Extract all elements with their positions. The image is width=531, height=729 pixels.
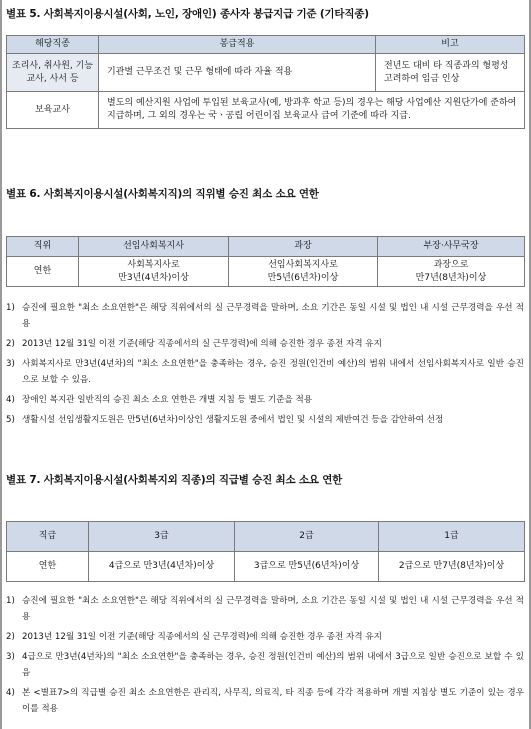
- table6-cell-director-line1: 과장으로: [433, 259, 469, 270]
- note-text: 2013년 12월 31일 이전 기준(해당 직종에서의 실 근무경력)에 의해 승진한 경우 종전 자격 유지: [22, 632, 382, 642]
- table5-cell-job-1: 조리사, 취사원, 기능교사, 사서 등: [7, 54, 99, 92]
- table6-cell-manager-line1: 선임사회복지사로: [268, 259, 338, 270]
- table5-title: 별표 5. 사회복지이용시설(사회, 노인, 장애인) 종사자 봉급지급 기준 (기타직종): [6, 8, 369, 20]
- table6-header-director: 부장·사무국장: [378, 237, 525, 257]
- table7-header-grade2: 2급: [235, 522, 379, 552]
- table6-notes: [6, 300, 524, 432]
- table7-note-2: [6, 629, 524, 645]
- note-text: 승진에 필요한 "최소 소요연한"은 해당 직위에서의 실 근무경력을 말하며, 소요 기간은 동일 시설 및 법인 내 시설 근무경력을 우선 적용: [22, 596, 524, 622]
- table5-header-remark: 비고: [376, 36, 525, 54]
- table6-note-3: [6, 356, 524, 388]
- note-number: 4): [6, 688, 15, 698]
- table6-note-2: [6, 336, 524, 352]
- table5-cell-salary-1: 기관별 근무조건 및 근무 형태에 따라 자율 적용: [99, 54, 376, 92]
- table5-cell-salary-2: 별도의 예산지원 사업에 투입된 보육교사(예, 방과후 학교 등)의 경우는 해당 사업예산 지원단가에 준하여 지급하며, 그 외의 경우는 국ㆍ공립 어린이집 보육교사 급여 기준에 따라 지급.: [99, 92, 525, 129]
- table7-note-3: [6, 649, 524, 681]
- table7-header-grade: 직급: [7, 522, 89, 552]
- table6-cell-director: [378, 257, 525, 287]
- note-number: 3): [6, 652, 15, 662]
- table6-header-senior: 선임사회복지사: [79, 237, 229, 257]
- table6-title: 별표 6. 사회복지이용시설(사회복지직)의 직위별 승진 최소 소요 연한: [6, 188, 319, 200]
- table6-cell-senior-line1: 사회복지사로: [127, 259, 180, 270]
- table5-header-job: 해당직종: [7, 36, 99, 54]
- left-border: [0, 0, 2, 729]
- table6-cell-manager: [229, 257, 378, 287]
- note-text: 2013년 12월 31일 이전 기준(해당 직종에서의 실 근무경력)에 의해 승진한 경우 종전 자격 유지: [22, 339, 382, 349]
- table6: [6, 236, 525, 287]
- table7-cell-grade1: 2급으로 만7년(8년차)이상: [379, 552, 525, 582]
- table7-cell-grade2: 3급으로 만5년(6년차)이상: [235, 552, 379, 582]
- note-text: 본 <별표7>의 직급별 승진 최소 소요연한은 관리직, 사무직, 의료직, 타 직종 등에 각각 적용하며 개별 지침상 별도 기준이 있는 경우 이를 적용: [22, 688, 524, 714]
- note-number: 2): [6, 632, 15, 642]
- table6-note-5: [6, 412, 524, 428]
- table7-cell-grade3: 4급으로 만3년(4년차)이상: [89, 552, 235, 582]
- table7-row-label: 연한: [7, 552, 89, 582]
- note-number: 2): [6, 339, 15, 349]
- table6-cell-senior: [79, 257, 229, 287]
- note-text: 사회복지사로 만3년(4년차)의 "최소 소요연한"을 충족하는 경우, 승진 정원(인건비 예산)의 범위 내에서 선임사회복지사로 일반 승진으로 보할 수 있음.: [22, 359, 524, 385]
- table7: [6, 521, 525, 582]
- note-number: 1): [6, 596, 15, 606]
- note-text: 생활시설 선임생활지도원은 만5년(6년차)이상인 생활지도원 중에서 법인 및 시설의 제반여건 등을 감안하여 선정: [22, 415, 444, 425]
- table6-header-manager: 과장: [229, 237, 378, 257]
- table6-cell-director-line2: 만7년(8년차)이상: [415, 272, 487, 283]
- table6-cell-senior-line2: 만3년(4년차)이상: [118, 272, 189, 283]
- note-text: 장애인 복지관 일반직의 승진 최소 소요 연한은 개별 지침 등 별도 기준을 적용: [22, 395, 313, 405]
- note-text: 4급으로 만3년(4년차)의 "최소 소요연한"을 충족하는 경우, 승진 정원(인건비 예산)의 범위 내에서 3급으로 일반 승진으로 보할 수 있음: [22, 652, 524, 678]
- note-text: 승진에 필요한 "최소 소요연한"은 해당 직위에서의 실 근무경력을 말하며, 소요 기간은 동일 시설 및 법인 내 시설 근무경력을 우선 적용: [22, 303, 524, 329]
- table6-note-4: [6, 392, 524, 408]
- table6-cell-manager-line2: 만5년(6년차)이상: [267, 272, 339, 283]
- table7-title: 별표 7. 사회복지이용시설(사회복지외 직종)의 직급별 승진 최소 소요 연한: [6, 474, 343, 486]
- table6-header-position: 직위: [7, 237, 79, 257]
- table7-notes: [6, 593, 524, 721]
- table5-cell-remark-1: 전년도 대비 타 직종과의 형평성 고려하여 임금 인상: [376, 54, 525, 92]
- table5-cell-job-2: 보육교사: [7, 92, 99, 129]
- table6-row-label: 연한: [7, 257, 79, 287]
- note-number: 4): [6, 395, 15, 405]
- table7-note-4: [6, 685, 524, 717]
- table7-header-grade3: 3급: [89, 522, 235, 552]
- table5-header-salary: 봉급적용: [99, 36, 376, 54]
- table7-header-grade1: 1급: [379, 522, 525, 552]
- table7-note-1: [6, 593, 524, 625]
- note-number: 1): [6, 303, 15, 313]
- note-number: 3): [6, 359, 15, 369]
- table6-note-1: [6, 300, 524, 332]
- note-number: 5): [6, 415, 15, 425]
- table5: [6, 35, 525, 129]
